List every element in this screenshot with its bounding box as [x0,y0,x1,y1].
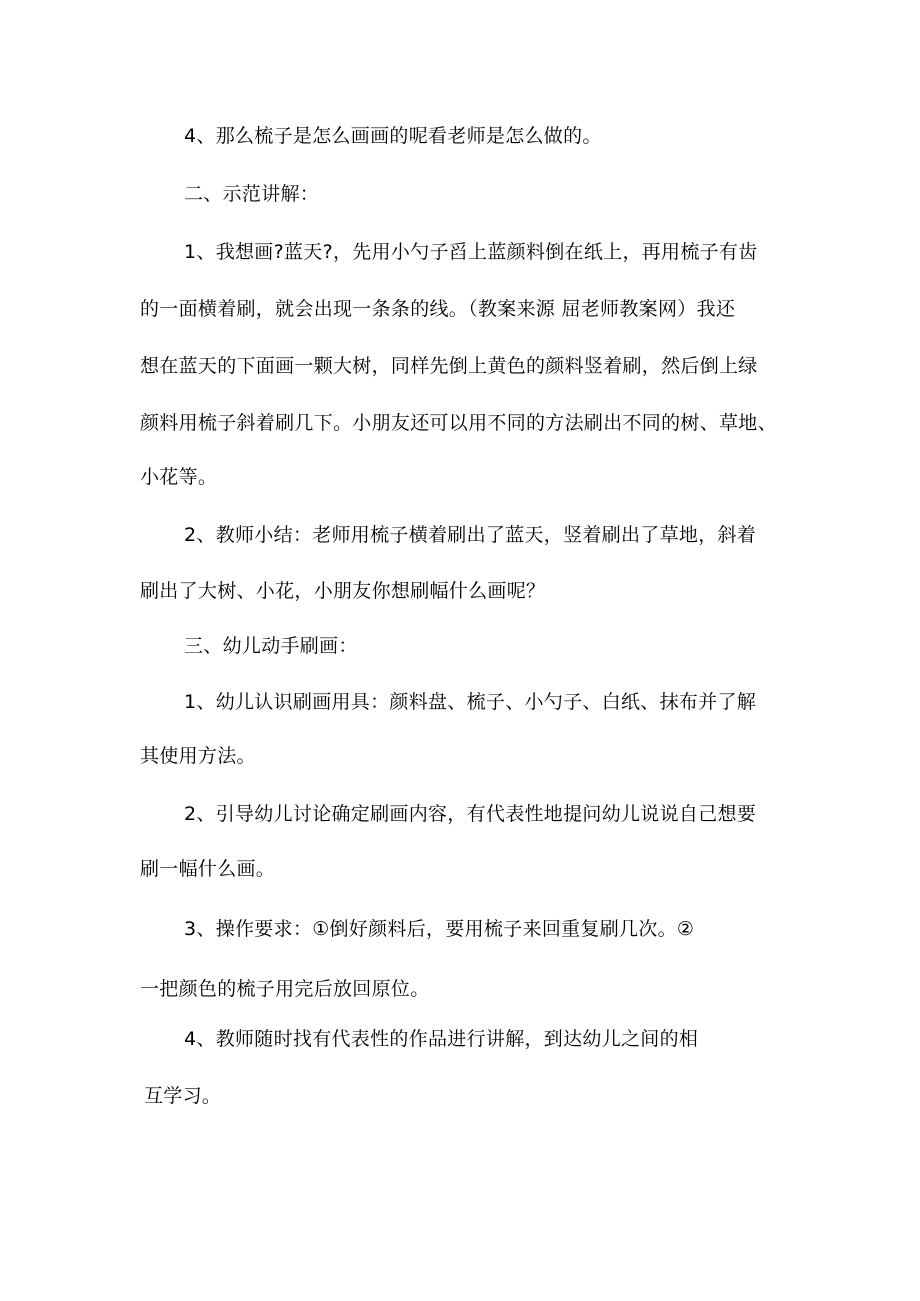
paragraph-line: 2、教师小结：老师用梳子横着刷出了蓝天，竖着刷出了草地，斜着 [184,524,757,546]
paragraph-line: 的一面横着刷，就会出现一条条的线。（教案来源 屈老师教案网）我还 [140,298,736,320]
paragraph-line: 4、教师随时找有代表性的作品进行讲解，到达幼儿之间的相 [184,1028,699,1050]
paragraph-line: 小花等。 [140,466,218,488]
section-heading: 三、幼儿动手刷画： [184,635,358,657]
paragraph-line: 刷出了大树、小花，小朋友你想刷幅什么画呢？ [140,580,546,602]
paragraph-line: 2、引导幼儿讨论确定刷画内容，有代表性地提问幼儿说说自己想要 [184,803,757,825]
paragraph-line: 4、那么梳子是怎么画画的呢看老师是怎么做的。 [184,125,602,147]
paragraph-line: 3、操作要求：①倒好颜料后，要用梳子来回重复刷几次。② [184,918,695,940]
paragraph-line: 一把颜色的梳子用完后放回原位。 [140,978,430,1000]
paragraph-line: 1、我想画?蓝天?，先用小勺子舀上蓝颜料倒在纸上，再用梳子有齿 [184,241,758,263]
paragraph-line: 互学习。 [144,1085,222,1107]
paragraph-line: 颜料用梳子斜着刷几下。小朋友还可以用不同的方法刷出不同的树、草地、 [140,412,777,434]
paragraph-line: 1、幼儿认识刷画用具：颜料盘、梳子、小勺子、白纸、抹布并了解 [184,691,757,713]
section-heading: 二、示范讲解： [184,183,320,205]
paragraph-line: 想在蓝天的下面画一颗大树，同样先倒上黄色的颜料竖着刷，然后倒上绿 [140,355,758,377]
paragraph-line: 其使用方法。 [140,745,256,767]
paragraph-line: 刷一幅什么画。 [140,858,276,880]
